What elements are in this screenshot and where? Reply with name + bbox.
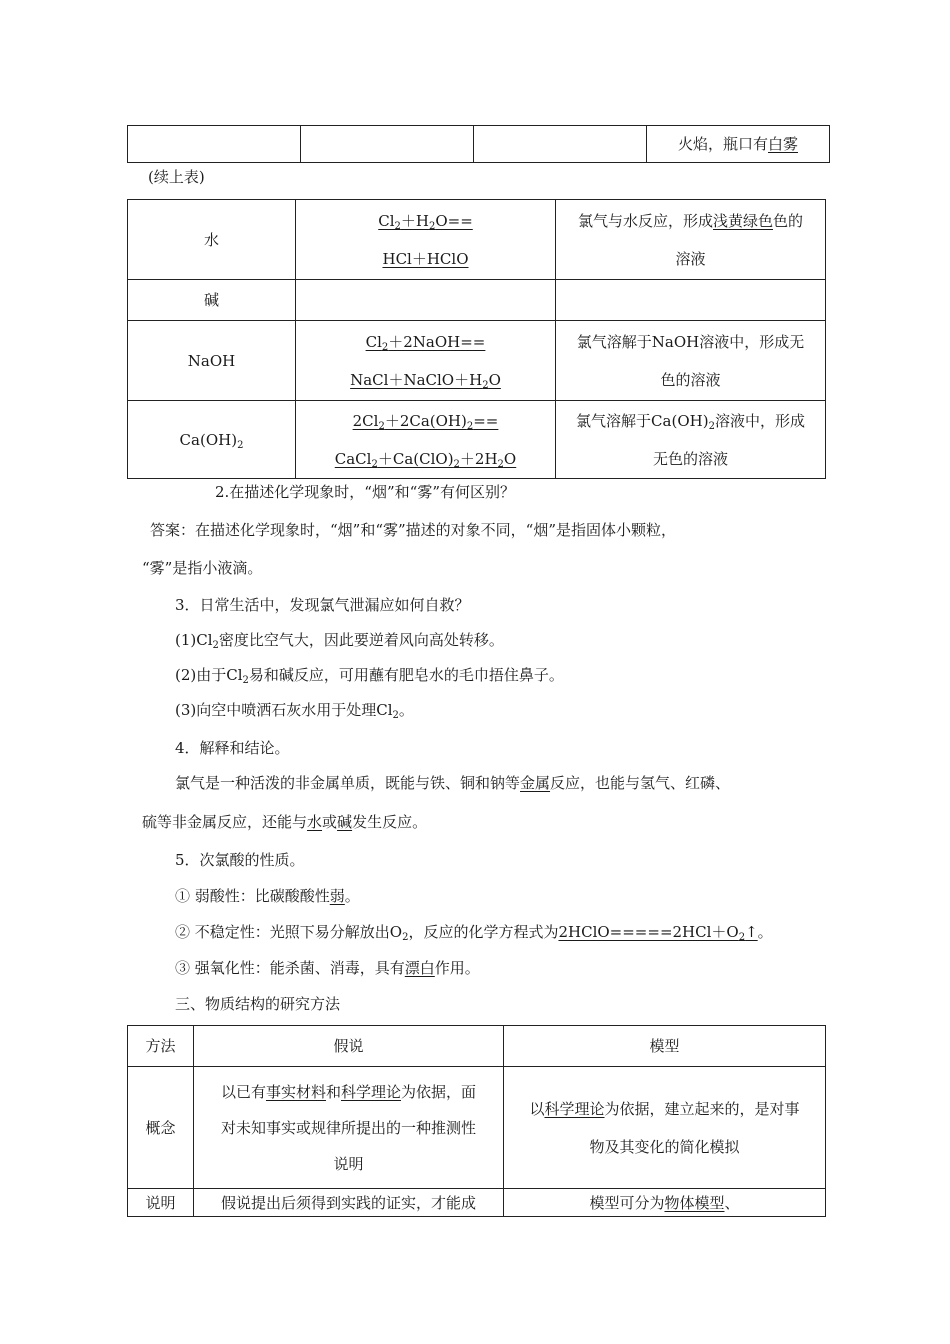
- row-label-concept: 概念: [128, 1067, 194, 1189]
- equation-cell: [296, 401, 556, 479]
- equation-line1: $2Cl_2+2Ca(OH)_2==$: [352, 411, 499, 432]
- table-row: [128, 1067, 826, 1189]
- equation-line2: $NaCl+NaClO+H_2O$: [350, 370, 501, 391]
- phenomenon-line1: 氯气溶解于$Ca(OH)_2$溶液中，形成: [576, 411, 805, 432]
- table-header-row: [128, 1026, 826, 1067]
- table-top-cell-1: [128, 126, 301, 163]
- reagent-cell: [128, 200, 296, 280]
- table-methods: [127, 1025, 826, 1217]
- equation-line2: $CaCl_2+Ca(ClO)_2+2H_2O$: [334, 449, 517, 470]
- q5-item3: ③ 强氧化性：能杀菌、消毒，具有漂白作用。: [175, 959, 480, 977]
- q4-line1: 氯气是一种活泼的非金属单质，既能与铁、铜和钠等金属反应，也能与氢气、红磷、: [175, 774, 731, 792]
- q4-fill-base: 碱: [337, 813, 353, 831]
- table-row: [128, 321, 826, 401]
- equation-line1: $Cl_2+H_2O==$: [378, 211, 473, 232]
- equation-cell: [296, 280, 556, 321]
- table-top-partial: [127, 125, 830, 163]
- model-concept: 以科学理论为依据，建立起来的，是对事 物及其变化的简化模拟: [504, 1067, 826, 1189]
- table-top-fill: 白雾: [768, 135, 799, 153]
- phenomenon-fill: 浅黄绿色: [712, 211, 773, 230]
- table-row: [128, 280, 826, 321]
- phenomenon-cell: [556, 321, 826, 401]
- reagent-label: 碱: [203, 291, 219, 309]
- phenomenon-line2: 溶液: [675, 249, 706, 268]
- q4-fill-water: 水: [307, 813, 323, 831]
- reagent-label: NaOH: [187, 351, 236, 370]
- phenomenon-cell: [556, 280, 826, 321]
- q3-title: 3．日常生活中，发现氯气泄漏应如何自救？: [175, 596, 470, 614]
- section3-title: 三、物质结构的研究方法: [175, 995, 341, 1013]
- table-row: [128, 401, 826, 479]
- q3-item1: $(1)Cl_2$密度比空气大，因此要逆着风向高处转移。: [175, 631, 504, 651]
- q3-item3: (3)向空中喷洒石灰水用于处理$Cl_2$。: [175, 701, 414, 721]
- reagent-label: 水: [203, 230, 219, 249]
- phenomenon-cell: [556, 401, 826, 479]
- phenomenon-line1: 氯气溶解于NaOH溶液中，形成无: [576, 332, 805, 351]
- phenomenon-cell: [556, 200, 826, 280]
- table-row: [128, 200, 826, 280]
- table-top-cell-2: [301, 126, 474, 163]
- equation-cell: [296, 321, 556, 401]
- table-row: [128, 1189, 826, 1217]
- row-label-note: 说明: [128, 1189, 194, 1217]
- q5-fill-equation: $2HClO=====2HCl+O_2↑$: [558, 923, 758, 943]
- phenomenon-line2: 色的溶液: [660, 370, 721, 389]
- q5-title: 5．次氯酸的性质。: [175, 851, 305, 869]
- reagent-cell: [128, 280, 296, 321]
- reagent-label: $Ca(OH)_2$: [179, 430, 244, 451]
- q3-item2: (2)由于$Cl_2$易和碱反应，可用蘸有肥皂水的毛巾捂住鼻子。: [175, 666, 564, 686]
- header-method: 方法: [128, 1026, 194, 1067]
- q2-answer-line1: 答案：在描述化学现象时，“烟”和“雾”描述的对象不同，“烟”是指固体小颗粒，: [150, 521, 677, 539]
- equation-line2: HCl＋HClO: [382, 249, 469, 268]
- table-reactions: [127, 199, 826, 479]
- q5-fill-weak: 弱: [329, 887, 345, 905]
- reagent-cell: [128, 321, 296, 401]
- header-model: 模型: [504, 1026, 826, 1067]
- table-top-text: 火焰，瓶口有: [677, 135, 768, 153]
- q4-title: 4．解释和结论。: [175, 739, 290, 757]
- table-top-cell-3: [474, 126, 647, 163]
- phenomenon-text-end: 色的: [773, 211, 804, 230]
- q4-line2: 硫等非金属反应，还能与水或碱发生反应。: [142, 813, 428, 831]
- q2-question: 2.在描述化学现象时，“烟”和“雾”有何区别？: [215, 483, 515, 501]
- equation-cell: [296, 200, 556, 280]
- continued-label: (续上表): [148, 168, 205, 186]
- q5-item2: ② 不稳定性：光照下易分解放出$O_2$，反应的化学方程式为$2HClO=====2HCl+O_2↑$。: [175, 923, 773, 943]
- phenomenon-line2: 无色的溶液: [652, 449, 728, 468]
- q4-fill-metal: 金属: [520, 774, 551, 792]
- q5-item1: ① 弱酸性：比碳酸酸性弱。: [175, 887, 360, 905]
- phenomenon-text: 氯气与水反应，形成: [577, 211, 713, 230]
- hypothesis-concept: 以已有事实材料和科学理论为依据，面 对未知事实或规律所提出的一种推测性 说明: [194, 1067, 504, 1189]
- q5-fill-bleach: 漂白: [404, 959, 435, 977]
- header-hypothesis: 假说: [194, 1026, 504, 1067]
- q2-answer-line2: “雾”是指小液滴。: [142, 559, 263, 577]
- equation-line1: $Cl_2+2NaOH==$: [365, 332, 486, 353]
- model-note: 模型可分为物体模型、: [504, 1189, 826, 1217]
- table-top-cell-4: [647, 126, 830, 163]
- hypothesis-note: 假说提出后须得到实践的证实，才能成: [194, 1189, 504, 1217]
- reagent-cell: [128, 401, 296, 479]
